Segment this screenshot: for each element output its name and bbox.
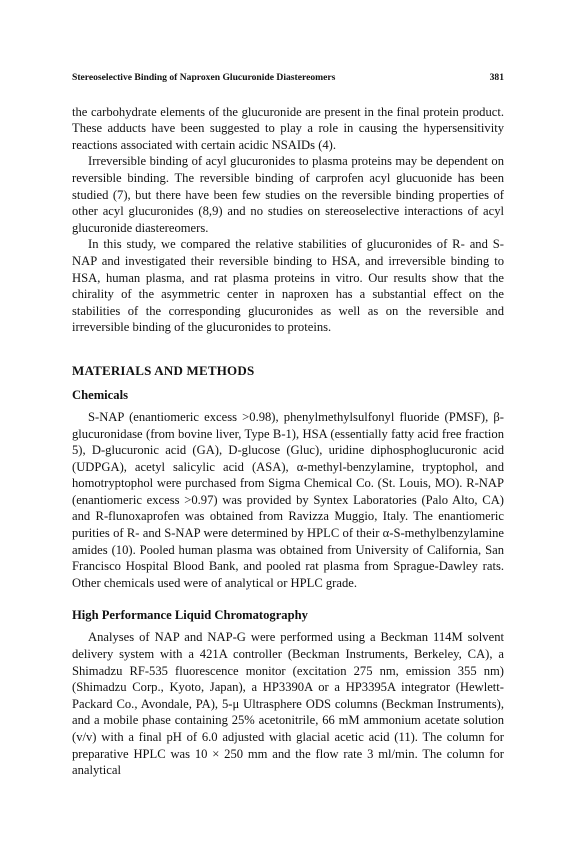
intro-paragraph-1: the carbohydrate elements of the glucuronide are present in the final protein product. These adducts have been suggested to play a role in causing the hypersensitivity reactions associated with certain acidic NSAIDs (4). <box>72 104 504 152</box>
running-head-title: Stereoselective Binding of Naproxen Glucuronide Diastereomers <box>72 72 336 83</box>
paper-page <box>72 70 504 779</box>
intro-paragraph-3: In this study, we compared the relative stabilities of glucuronides of R- and S-NAP and investigated their reversible binding to HSA, and irreversible binding to HSA, human plasma, and rat plasma proteins in vitro. Our results show that the chirality of the asymmetric center in naproxen has a substantial effect on the stabilities of the corresponding glucuronides as well as on the reversible and irreversible binding of the glucuronides to proteins. <box>72 237 504 335</box>
intro-paragraph-2: Irreversible binding of acyl glucuronides to plasma proteins may be dependent on reversible binding. The reversible binding of carprofen acyl glucuonide has been studied (7), but there have been few studies on the reversible binding properties of other acyl glucuronides (8,9) and no studies on stereoselective interactions of acyl glucuronide diastereomers. <box>72 154 504 235</box>
subsection-heading-hplc: High Performance Liquid Chromatography <box>72 608 308 623</box>
page-number: 381 <box>489 72 504 83</box>
section-heading-materials-methods: MATERIALS AND METHODS <box>72 362 255 378</box>
running-head <box>72 70 504 87</box>
subsection-heading-chemicals: Chemicals <box>72 387 128 402</box>
hplc-paragraph: Analyses of NAP and NAP-G were performed using a Beckman 114M solvent delivery system with a 421A controller (Beckman Instruments, Berkeley, CA), a Shimadzu RF-535 fluorescence monitor (excitation 275 nm, emission 355 nm) (Shimadzu Corp., Kyoto, Japan), a HP3390A or a HP3395A integrator (Hewlett-Packard Co., Avondale, PA), 5-μ Ultrasphere ODS columns (Beckman Instruments), and a mobile phase containing 25% acetonitrile, 66 mM ammonium acetate solution (v/v) with a final pH of 6.0 adjusted with glacial acetic acid (11). The column for preparative HPLC was 10 × 250 mm and the flow rate 3 ml/min. The column for analytical <box>72 630 504 778</box>
chemicals-paragraph: S-NAP (enantiomeric excess >0.98), phenylmethylsulfonyl fluoride (PMSF), β-glucuronidase (from bovine liver, Type B-1), HSA (essentially fatty acid free fraction 5), D-glucuronic acid (GA), D-glucose (Gluc), uridine diphosphoglucuronic acid (UDPGA), acetyl salicylic acid (ASA), α-methyl-benzylamine, tryptophol, and homotryptophol were purchased from Sigma Chemical Co. (St. Louis, MO). R-NAP (enantiomeric excess >0.97) was provided by Syntex Laboratories (Palo Alto, CA) and R-flunoxaprofen was obtained from Ravizza Muggio, Italy. The enantiomeric purities of R- and S-NAP were determined by HPLC of their α-S-methylbenzylamine amides (10). Pooled human plasma was obtained from University of California, San Francisco Hospital Blood Bank, and pooled rat plasma from Sprague-Dawley rats. Other chemicals used were of analytical or HPLC grade. <box>72 409 504 590</box>
